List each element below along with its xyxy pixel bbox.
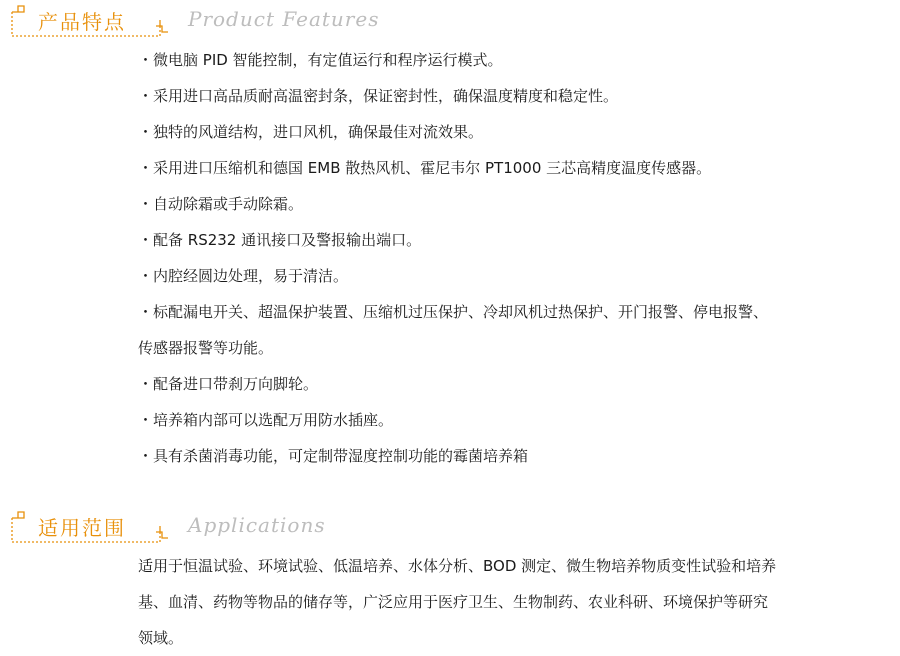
applications-title: 适用范围 (38, 516, 126, 540)
applications-header (10, 508, 890, 544)
list-item: ・配备 RS232 通讯接口及警报输出端口。 (138, 231, 422, 249)
applications-subtitle: Applications (188, 513, 326, 537)
list-item: ・标配漏电开关、超温保护装置、压缩机过压保护、冷却风机过热保护、开门报警、停电报警、传感器报警等功能。 (138, 303, 769, 357)
list-item: ・配备进口带刹万向脚轮。 (138, 375, 319, 393)
list-item: ・内腔经圆边处理，易于清洁。 (138, 267, 349, 285)
list-item: ・采用进口高品质耐高温密封条，保证密封性，确保温度精度和稳定性。 (138, 87, 619, 105)
list-item: ・独特的风道结构，进口风机，确保最佳对流效果。 (138, 123, 484, 141)
list-item: ・具有杀菌消毒功能，可定制带湿度控制功能的霉菌培养箱 (138, 447, 529, 465)
list-item: ・自动除霜或手动除霜。 (138, 195, 304, 213)
feature-list (138, 42, 778, 474)
list-item: ・培养箱内部可以选配万用防水插座。 (138, 411, 394, 429)
features-subtitle: Product Features (188, 7, 380, 31)
applications-text: 适用于恒温试验、环境试验、低温培养、水体分析、BOD 测定、微生物培养物质变性试验和培养基、血清、药物等物品的储存等，广泛应用于医疗卫生、生物制药、农业科研、环境保护等研究领域。 (138, 557, 777, 647)
list-item: ・微电脑 PID 智能控制，有定值运行和程序运行模式。 (138, 51, 503, 69)
features-header (10, 2, 890, 38)
features-title: 产品特点 (38, 10, 126, 34)
list-item: ・采用进口压缩机和德国 EMB 散热风机、霍尼韦尔 PT1000 三芯高精度温度传感器。 (138, 159, 712, 177)
